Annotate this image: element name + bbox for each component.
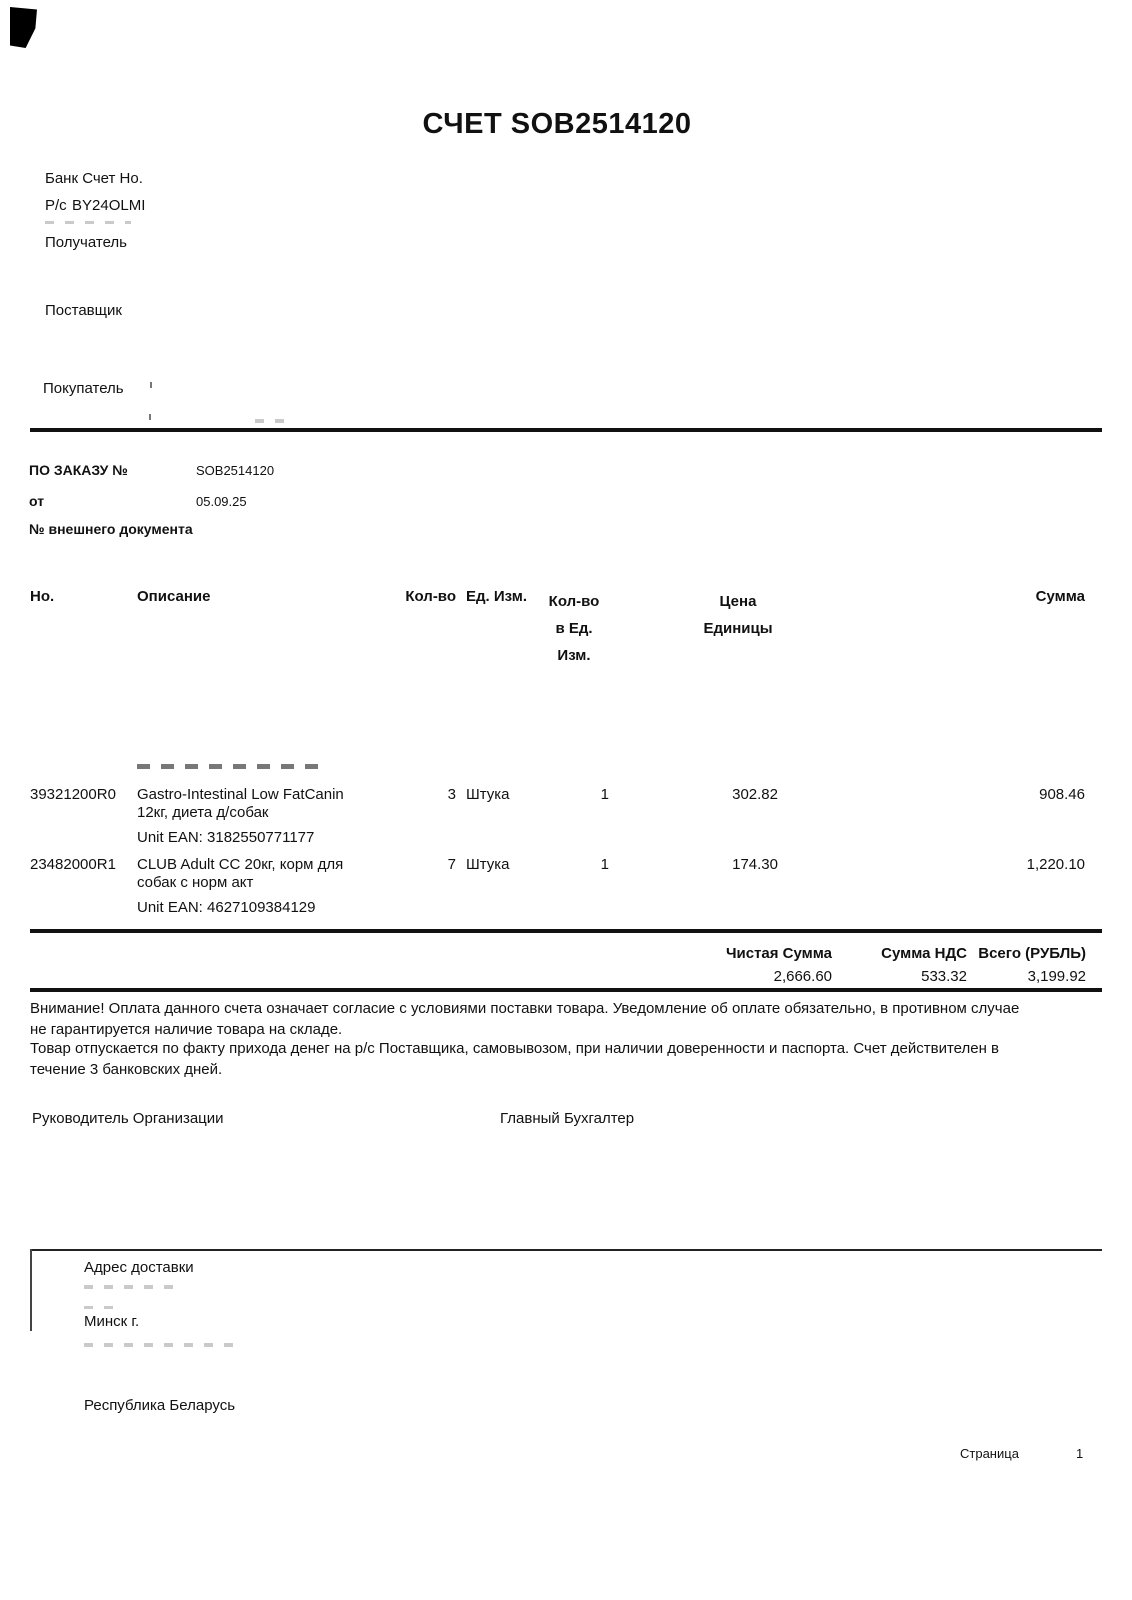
redacted-row-fragment bbox=[137, 764, 319, 769]
grand-total-value: 3,199.92 bbox=[1027, 968, 1086, 985]
divider-rule bbox=[30, 929, 1102, 933]
row-qty-per-unit: 1 bbox=[600, 856, 609, 873]
order-number-label: ПО ЗАКАЗУ № bbox=[29, 462, 128, 478]
delivery-address-label: Адрес доставки bbox=[84, 1259, 194, 1276]
supplier-label: Поставщик bbox=[45, 302, 122, 319]
row-unit-price: 302.82 bbox=[732, 786, 778, 803]
row-item-number: 39321200R0 bbox=[30, 786, 116, 803]
payment-terms-text: Товар отпускается по факту прихода денег на р/с Поставщика, самовывозом, при наличии доверенности и паспорта. Счет действителен в течение 3 банковских дней. bbox=[30, 1040, 1000, 1078]
delivery-city: Минск г. bbox=[84, 1313, 140, 1330]
row-qty: 7 bbox=[447, 856, 456, 873]
col-header-qty-per-unit-line3: Изм. bbox=[557, 647, 591, 664]
payment-warning-text: Внимание! Оплата данного счета означает согласие с условиями поставки товара. Уведомление об оплате обязательно, в противном случае не гарантируется наличие товара на складе. bbox=[30, 1000, 1020, 1038]
col-header-qty-per-unit-line2: в Ед. bbox=[555, 620, 593, 637]
net-total-label: Чистая Сумма bbox=[725, 945, 832, 962]
row-unit-price: 174.30 bbox=[732, 856, 778, 873]
buyer-label: Покупатель bbox=[43, 380, 124, 397]
corner-redaction-mark bbox=[10, 7, 37, 48]
col-header-unit: Ед. Изм. bbox=[466, 588, 527, 605]
row-amount: 908.46 bbox=[1039, 786, 1085, 803]
order-number-value: SOB2514120 bbox=[196, 463, 275, 478]
col-header-qty: Кол-во bbox=[405, 588, 456, 605]
col-header-qty-per-unit bbox=[538, 588, 610, 669]
address-block-rule bbox=[30, 1249, 1102, 1251]
redacted-text-fragment bbox=[150, 382, 152, 388]
page-footer-number: 1 bbox=[1076, 1446, 1084, 1461]
row-description bbox=[137, 856, 343, 892]
address-block-left-border bbox=[30, 1249, 32, 1331]
grand-total-label: Всего (РУБЛЬ) bbox=[978, 945, 1086, 962]
page-footer-label: Страница bbox=[960, 1446, 1019, 1461]
row-ean: Unit EAN: 4627109384129 bbox=[137, 899, 316, 916]
row-description-line1: Gastro-Intestinal Low FatCanin bbox=[137, 786, 344, 803]
accountant-signature-label: Главный Бухгалтер bbox=[500, 1110, 635, 1127]
row-unit: Штука bbox=[466, 786, 510, 803]
row-item-number: 23482000R1 bbox=[30, 856, 116, 873]
account-label: Р/с bbox=[45, 197, 67, 214]
col-header-unit-price bbox=[694, 588, 782, 642]
divider-rule bbox=[30, 428, 1102, 432]
row-description bbox=[137, 786, 344, 822]
recipient-label: Получатель bbox=[45, 234, 127, 251]
redacted-text-fragment bbox=[149, 414, 151, 420]
row-qty: 3 bbox=[447, 786, 456, 803]
order-date-label: от bbox=[29, 493, 45, 509]
row-unit: Штука bbox=[466, 856, 510, 873]
row-description-line2: 12кг, диета д/собак bbox=[137, 804, 269, 821]
row-amount: 1,220.10 bbox=[1026, 856, 1085, 873]
col-header-unit-price-line1: Цена bbox=[719, 593, 757, 610]
director-signature-label: Руководитель Организации bbox=[32, 1110, 224, 1127]
redacted-text-fragment bbox=[45, 221, 131, 224]
redacted-text-fragment bbox=[84, 1306, 114, 1309]
redacted-text-fragment bbox=[255, 419, 289, 423]
account-value: BY24OLMI bbox=[72, 197, 146, 214]
row-qty-per-unit: 1 bbox=[600, 786, 609, 803]
divider-rule bbox=[30, 988, 1102, 992]
col-header-no: Но. bbox=[30, 588, 55, 605]
delivery-country: Республика Беларусь bbox=[84, 1397, 236, 1414]
col-header-unit-price-line2: Единицы bbox=[703, 620, 773, 637]
row-description-line1: CLUB Adult CC 20кг, корм для bbox=[137, 856, 344, 873]
row-ean: Unit EAN: 3182550771177 bbox=[137, 829, 315, 846]
col-header-amount: Сумма bbox=[1035, 588, 1085, 605]
redacted-text-fragment bbox=[84, 1285, 180, 1289]
order-date-value: 05.09.25 bbox=[196, 494, 247, 509]
external-doc-label: № внешнего документа bbox=[29, 521, 193, 537]
row-description-line2: собак с норм акт bbox=[137, 874, 254, 891]
col-header-description: Описание bbox=[137, 588, 211, 605]
vat-total-value: 533.32 bbox=[921, 968, 967, 985]
redacted-text-fragment bbox=[84, 1343, 242, 1347]
col-header-qty-per-unit-line1: Кол-во bbox=[548, 593, 600, 610]
bank-account-label: Банк Счет Но. bbox=[45, 170, 143, 187]
vat-total-label: Сумма НДС bbox=[881, 945, 967, 962]
net-total-value: 2,666.60 bbox=[773, 968, 832, 985]
page-title: СЧЕТ SOB2514120 bbox=[422, 108, 692, 140]
